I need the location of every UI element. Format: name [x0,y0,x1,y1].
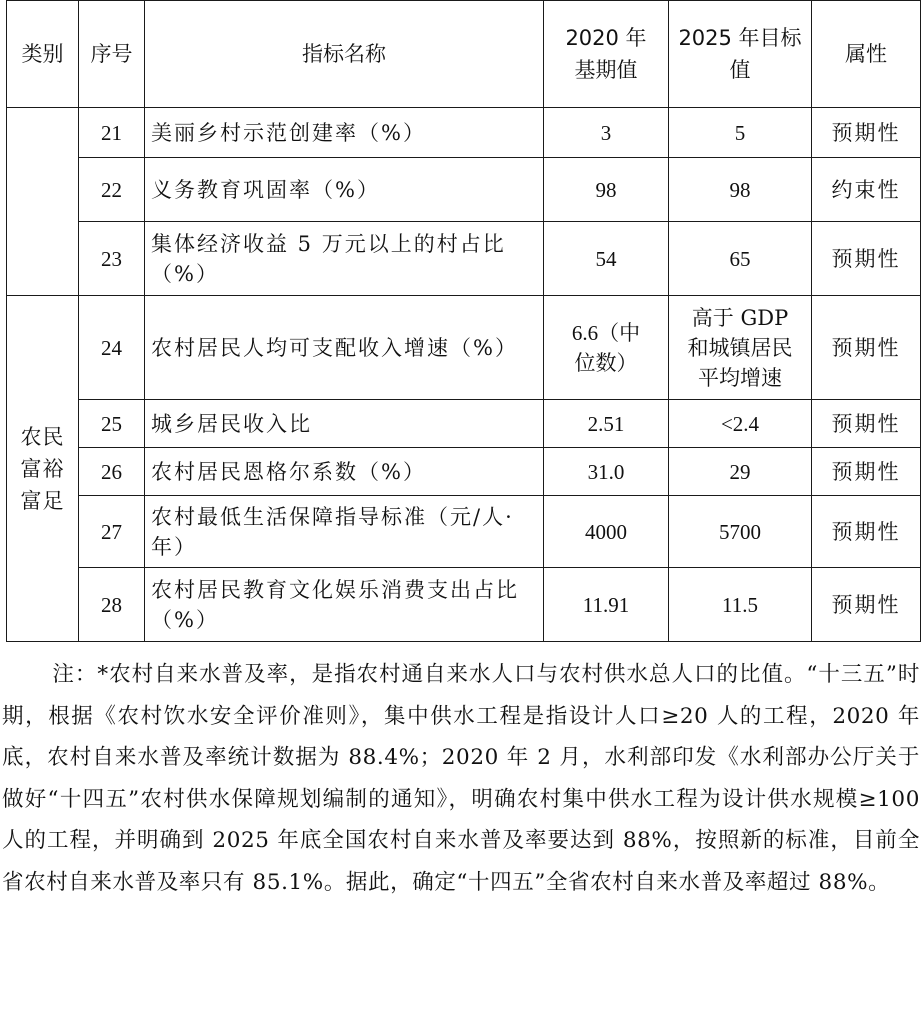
footnote [2,654,920,903]
base-cell: 2.51 [544,400,669,448]
attribute-cell: 约束性 [812,158,921,222]
table-row [7,496,921,568]
target-cell: 5 [669,108,812,158]
name-cell: 城乡居民收入比 [145,400,544,448]
target-cell: 29 [669,448,812,496]
category-cell [7,108,79,296]
table-row [7,448,921,496]
attribute-cell: 预期性 [812,448,921,496]
table-row [7,400,921,448]
index-cell: 21 [79,108,145,158]
base-cell: 31.0 [544,448,669,496]
header-row [7,1,921,108]
table-row [7,568,921,642]
index-cell: 27 [79,496,145,568]
name-cell: 农村最低生活保障指导标准（元/人·年） [145,496,544,568]
header-category: 类别 [7,1,79,108]
target-cell: 高于 GDP 和城镇居民平均增速 [669,296,812,400]
header-target [669,1,812,108]
name-cell: 农村居民恩格尔系数（%） [145,448,544,496]
header-index: 序号 [79,1,145,108]
header-target-line1: 2025 年目标 [678,26,802,50]
base-cell: 11.91 [544,568,669,642]
table-row [7,158,921,222]
index-cell: 28 [79,568,145,642]
header-target-line2: 值 [729,58,751,82]
index-cell: 26 [79,448,145,496]
attribute-cell: 预期性 [812,222,921,296]
category-cell: 农民富裕富足 [7,296,79,642]
table-row [7,108,921,158]
table-row [7,222,921,296]
header-attribute: 属性 [812,1,921,108]
target-cell: 65 [669,222,812,296]
indicator-table [6,0,921,642]
name-cell: 义务教育巩固率（%） [145,158,544,222]
base-cell: 98 [544,158,669,222]
header-base [544,1,669,108]
target-cell: 11.5 [669,568,812,642]
attribute-cell: 预期性 [812,400,921,448]
index-cell: 25 [79,400,145,448]
base-cell: 54 [544,222,669,296]
header-name: 指标名称 [145,1,544,108]
index-cell: 22 [79,158,145,222]
footnote-text: 注：*农村自来水普及率，是指农村通自来水人口与农村供水总人口的比值。“十三五”时期，根据《农村饮水安全评价准则》，集中供水工程是指设计人口≥20 人的工程，2020 年底，农村自来水普及率统计数据为 88.4%；2020 年 2 月，水利部印发《水利部办公厅关于做好“十四五”农村供水保障规划编制的通知》，明确农村集中供水工程为设计供水规模≥100 人的工程，并明确到 2025 年底全国农村自来水普及率要达到 88%，按照新的标准，目前全省农村自来水普及率只有 85.1%。据此，确定“十四五”全省农村自来水普及率超过 88%。 [2,662,920,895]
target-cell: 98 [669,158,812,222]
name-cell: 农村居民教育文化娱乐消费支出占比（%） [145,568,544,642]
target-cell: 5700 [669,496,812,568]
name-cell: 农村居民人均可支配收入增速（%） [145,296,544,400]
attribute-cell: 预期性 [812,496,921,568]
header-base-line1: 2020 年 [565,26,647,50]
base-cell: 6.6（中位数） [544,296,669,400]
target-cell: <2.4 [669,400,812,448]
name-cell: 美丽乡村示范创建率（%） [145,108,544,158]
attribute-cell: 预期性 [812,108,921,158]
header-base-line2: 基期值 [574,58,638,82]
attribute-cell: 预期性 [812,296,921,400]
table-row [7,296,921,400]
base-cell: 4000 [544,496,669,568]
base-cell: 3 [544,108,669,158]
index-cell: 24 [79,296,145,400]
name-cell: 集体经济收益 5 万元以上的村占比（%） [145,222,544,296]
attribute-cell: 预期性 [812,568,921,642]
index-cell: 23 [79,222,145,296]
